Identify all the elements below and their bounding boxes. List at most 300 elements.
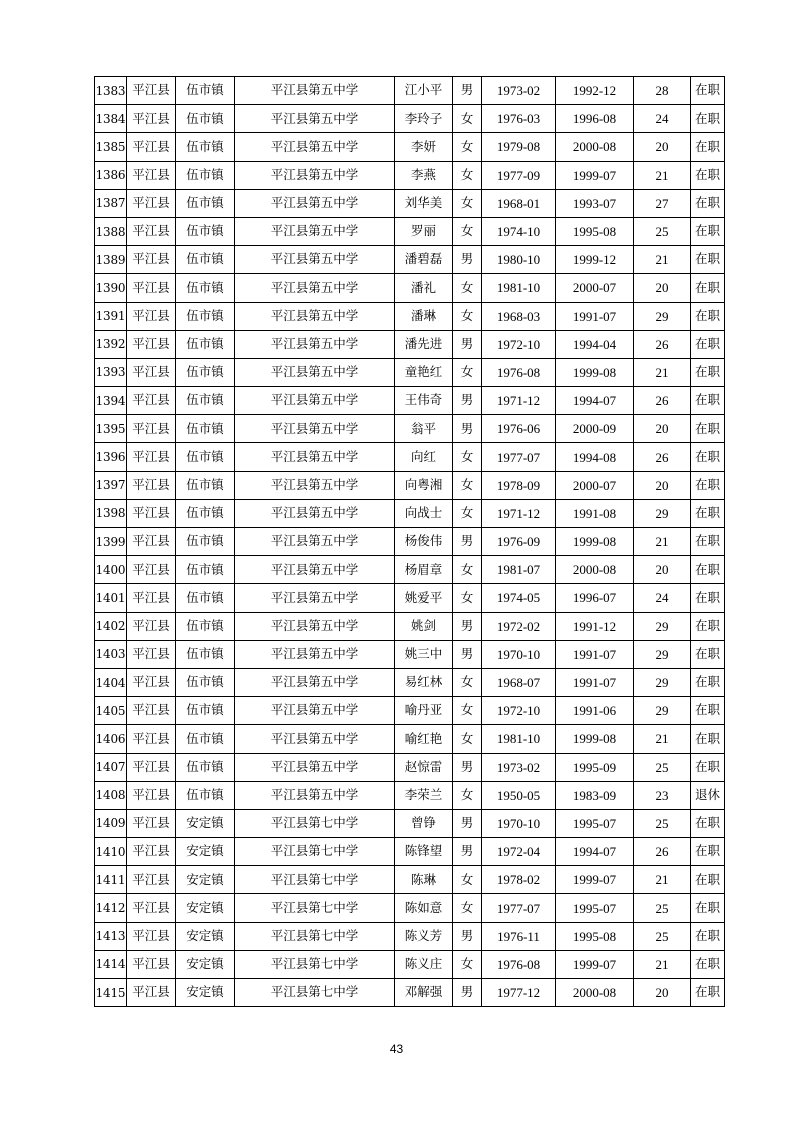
start-date-cell: 1992-12: [556, 77, 634, 105]
years-of-service-cell: 20: [634, 471, 691, 499]
table-row: [95, 387, 725, 415]
start-date-cell: 1995-09: [556, 753, 634, 781]
table-row: [95, 161, 725, 189]
teacher-name-cell: 姚三中: [395, 640, 453, 668]
gender-cell: 女: [453, 781, 482, 809]
school-cell: 平江县第七中学: [235, 979, 395, 1007]
gender-cell: 男: [453, 528, 482, 556]
start-date-cell: 2000-08: [556, 979, 634, 1007]
town-cell: 伍市镇: [176, 217, 235, 245]
table-row: [95, 471, 725, 499]
teacher-name-cell: 潘先进: [395, 330, 453, 358]
county-cell: 平江县: [127, 668, 176, 696]
gender-cell: 女: [453, 697, 482, 725]
school-cell: 平江县第七中学: [235, 922, 395, 950]
start-date-cell: 1999-08: [556, 528, 634, 556]
teacher-name-cell: 喻红艳: [395, 725, 453, 753]
birth-date-cell: 1970-10: [482, 809, 556, 837]
status-cell: 在职: [691, 697, 725, 725]
school-cell: 平江县第五中学: [235, 668, 395, 696]
status-cell: 在职: [691, 217, 725, 245]
school-cell: 平江县第五中学: [235, 302, 395, 330]
gender-cell: 女: [453, 556, 482, 584]
county-cell: 平江县: [127, 499, 176, 527]
status-cell: 在职: [691, 443, 725, 471]
birth-date-cell: 1968-03: [482, 302, 556, 330]
years-of-service-cell: 20: [634, 979, 691, 1007]
years-of-service-cell: 29: [634, 612, 691, 640]
town-cell: 安定镇: [176, 922, 235, 950]
status-cell: 在职: [691, 979, 725, 1007]
record-id-cell: 1395: [95, 415, 127, 443]
status-cell: 在职: [691, 133, 725, 161]
birth-date-cell: 1980-10: [482, 246, 556, 274]
birth-date-cell: 1971-12: [482, 499, 556, 527]
teacher-name-cell: 杨俊伟: [395, 528, 453, 556]
record-id-cell: 1390: [95, 274, 127, 302]
school-cell: 平江县第五中学: [235, 415, 395, 443]
town-cell: 伍市镇: [176, 753, 235, 781]
county-cell: 平江县: [127, 809, 176, 837]
years-of-service-cell: 21: [634, 725, 691, 753]
county-cell: 平江县: [127, 866, 176, 894]
county-cell: 平江县: [127, 105, 176, 133]
county-cell: 平江县: [127, 217, 176, 245]
table-row: [95, 950, 725, 978]
teacher-name-cell: 向战士: [395, 499, 453, 527]
years-of-service-cell: 25: [634, 894, 691, 922]
table-row: [95, 668, 725, 696]
town-cell: 伍市镇: [176, 612, 235, 640]
record-id-cell: 1392: [95, 330, 127, 358]
table-row: [95, 866, 725, 894]
years-of-service-cell: 20: [634, 133, 691, 161]
school-cell: 平江县第五中学: [235, 77, 395, 105]
table-row: [95, 584, 725, 612]
status-cell: 退休: [691, 781, 725, 809]
gender-cell: 男: [453, 922, 482, 950]
county-cell: 平江县: [127, 640, 176, 668]
record-id-cell: 1414: [95, 950, 127, 978]
start-date-cell: 1999-12: [556, 246, 634, 274]
record-id-cell: 1393: [95, 358, 127, 386]
status-cell: 在职: [691, 387, 725, 415]
gender-cell: 男: [453, 330, 482, 358]
start-date-cell: 1994-07: [556, 838, 634, 866]
gender-cell: 女: [453, 950, 482, 978]
record-id-cell: 1412: [95, 894, 127, 922]
record-id-cell: 1407: [95, 753, 127, 781]
county-cell: 平江县: [127, 950, 176, 978]
teacher-name-cell: 罗丽: [395, 217, 453, 245]
county-cell: 平江县: [127, 838, 176, 866]
teacher-name-cell: 喻丹亚: [395, 697, 453, 725]
birth-date-cell: 1974-10: [482, 217, 556, 245]
county-cell: 平江县: [127, 556, 176, 584]
gender-cell: 男: [453, 753, 482, 781]
record-id-cell: 1406: [95, 725, 127, 753]
gender-cell: 女: [453, 274, 482, 302]
birth-date-cell: 1977-07: [482, 894, 556, 922]
teacher-name-cell: 姚剑: [395, 612, 453, 640]
birth-date-cell: 1976-11: [482, 922, 556, 950]
start-date-cell: 2000-08: [556, 133, 634, 161]
table-row: [95, 443, 725, 471]
start-date-cell: 1991-07: [556, 668, 634, 696]
status-cell: 在职: [691, 471, 725, 499]
start-date-cell: 1991-06: [556, 697, 634, 725]
town-cell: 伍市镇: [176, 528, 235, 556]
gender-cell: 女: [453, 866, 482, 894]
gender-cell: 女: [453, 725, 482, 753]
status-cell: 在职: [691, 528, 725, 556]
county-cell: 平江县: [127, 979, 176, 1007]
years-of-service-cell: 21: [634, 246, 691, 274]
years-of-service-cell: 21: [634, 358, 691, 386]
status-cell: 在职: [691, 584, 725, 612]
table-row: [95, 274, 725, 302]
birth-date-cell: 1972-02: [482, 612, 556, 640]
birth-date-cell: 1974-05: [482, 584, 556, 612]
birth-date-cell: 1968-01: [482, 189, 556, 217]
town-cell: 伍市镇: [176, 302, 235, 330]
start-date-cell: 1991-07: [556, 640, 634, 668]
table-row: [95, 838, 725, 866]
teacher-name-cell: 陈锋望: [395, 838, 453, 866]
years-of-service-cell: 27: [634, 189, 691, 217]
status-cell: 在职: [691, 640, 725, 668]
record-id-cell: 1401: [95, 584, 127, 612]
record-id-cell: 1388: [95, 217, 127, 245]
years-of-service-cell: 28: [634, 77, 691, 105]
county-cell: 平江县: [127, 274, 176, 302]
gender-cell: 男: [453, 387, 482, 415]
start-date-cell: 2000-07: [556, 471, 634, 499]
status-cell: 在职: [691, 556, 725, 584]
town-cell: 伍市镇: [176, 358, 235, 386]
teacher-name-cell: 潘礼: [395, 274, 453, 302]
status-cell: 在职: [691, 668, 725, 696]
teacher-name-cell: 刘华美: [395, 189, 453, 217]
years-of-service-cell: 21: [634, 950, 691, 978]
town-cell: 安定镇: [176, 866, 235, 894]
years-of-service-cell: 25: [634, 809, 691, 837]
county-cell: 平江县: [127, 443, 176, 471]
county-cell: 平江县: [127, 415, 176, 443]
years-of-service-cell: 29: [634, 668, 691, 696]
teacher-name-cell: 向红: [395, 443, 453, 471]
gender-cell: 男: [453, 612, 482, 640]
gender-cell: 女: [453, 161, 482, 189]
county-cell: 平江县: [127, 189, 176, 217]
gender-cell: 女: [453, 499, 482, 527]
birth-date-cell: 1971-12: [482, 387, 556, 415]
school-cell: 平江县第五中学: [235, 612, 395, 640]
table-row: [95, 979, 725, 1007]
county-cell: 平江县: [127, 612, 176, 640]
table-row: [95, 302, 725, 330]
start-date-cell: 1993-07: [556, 189, 634, 217]
record-id-cell: 1391: [95, 302, 127, 330]
town-cell: 安定镇: [176, 894, 235, 922]
town-cell: 伍市镇: [176, 77, 235, 105]
table-row: [95, 415, 725, 443]
table-row: [95, 217, 725, 245]
record-table: [94, 76, 725, 1007]
gender-cell: 女: [453, 105, 482, 133]
town-cell: 伍市镇: [176, 725, 235, 753]
teacher-name-cell: 李玲子: [395, 105, 453, 133]
town-cell: 安定镇: [176, 950, 235, 978]
town-cell: 伍市镇: [176, 471, 235, 499]
gender-cell: 女: [453, 584, 482, 612]
school-cell: 平江县第五中学: [235, 556, 395, 584]
birth-date-cell: 1976-09: [482, 528, 556, 556]
gender-cell: 男: [453, 809, 482, 837]
start-date-cell: 2000-07: [556, 274, 634, 302]
school-cell: 平江县第七中学: [235, 866, 395, 894]
gender-cell: 女: [453, 302, 482, 330]
record-id-cell: 1384: [95, 105, 127, 133]
school-cell: 平江县第五中学: [235, 640, 395, 668]
county-cell: 平江县: [127, 358, 176, 386]
town-cell: 伍市镇: [176, 415, 235, 443]
years-of-service-cell: 24: [634, 584, 691, 612]
teacher-name-cell: 李妍: [395, 133, 453, 161]
table-row: [95, 809, 725, 837]
birth-date-cell: 1979-08: [482, 133, 556, 161]
years-of-service-cell: 20: [634, 415, 691, 443]
status-cell: 在职: [691, 894, 725, 922]
town-cell: 伍市镇: [176, 274, 235, 302]
status-cell: 在职: [691, 189, 725, 217]
years-of-service-cell: 26: [634, 443, 691, 471]
gender-cell: 女: [453, 217, 482, 245]
gender-cell: 女: [453, 894, 482, 922]
years-of-service-cell: 25: [634, 217, 691, 245]
table-row: [95, 105, 725, 133]
school-cell: 平江县第五中学: [235, 105, 395, 133]
years-of-service-cell: 20: [634, 274, 691, 302]
gender-cell: 女: [453, 189, 482, 217]
school-cell: 平江县第五中学: [235, 753, 395, 781]
record-id-cell: 1415: [95, 979, 127, 1007]
county-cell: 平江县: [127, 302, 176, 330]
school-cell: 平江县第五中学: [235, 387, 395, 415]
years-of-service-cell: 25: [634, 753, 691, 781]
birth-date-cell: 1976-08: [482, 358, 556, 386]
county-cell: 平江县: [127, 246, 176, 274]
gender-cell: 女: [453, 358, 482, 386]
school-cell: 平江县第五中学: [235, 471, 395, 499]
teacher-name-cell: 陈义庄: [395, 950, 453, 978]
table-row: [95, 612, 725, 640]
birth-date-cell: 1976-06: [482, 415, 556, 443]
start-date-cell: 2000-09: [556, 415, 634, 443]
years-of-service-cell: 21: [634, 528, 691, 556]
table-row: [95, 358, 725, 386]
status-cell: 在职: [691, 866, 725, 894]
teacher-name-cell: 翁平: [395, 415, 453, 443]
birth-date-cell: 1950-05: [482, 781, 556, 809]
record-id-cell: 1409: [95, 809, 127, 837]
town-cell: 伍市镇: [176, 133, 235, 161]
years-of-service-cell: 29: [634, 640, 691, 668]
years-of-service-cell: 24: [634, 105, 691, 133]
school-cell: 平江县第五中学: [235, 246, 395, 274]
start-date-cell: 1983-09: [556, 781, 634, 809]
county-cell: 平江县: [127, 471, 176, 499]
status-cell: 在职: [691, 330, 725, 358]
table-row: [95, 894, 725, 922]
town-cell: 伍市镇: [176, 668, 235, 696]
teacher-name-cell: 易红林: [395, 668, 453, 696]
start-date-cell: 1996-08: [556, 105, 634, 133]
record-id-cell: 1397: [95, 471, 127, 499]
school-cell: 平江县第五中学: [235, 584, 395, 612]
record-id-cell: 1385: [95, 133, 127, 161]
teacher-name-cell: 曾铮: [395, 809, 453, 837]
years-of-service-cell: 29: [634, 302, 691, 330]
years-of-service-cell: 26: [634, 330, 691, 358]
school-cell: 平江县第五中学: [235, 274, 395, 302]
county-cell: 平江县: [127, 781, 176, 809]
birth-date-cell: 1972-04: [482, 838, 556, 866]
county-cell: 平江县: [127, 922, 176, 950]
table-row: [95, 697, 725, 725]
teacher-name-cell: 陈如意: [395, 894, 453, 922]
county-cell: 平江县: [127, 894, 176, 922]
gender-cell: 男: [453, 979, 482, 1007]
table-row: [95, 922, 725, 950]
birth-date-cell: 1977-07: [482, 443, 556, 471]
school-cell: 平江县第五中学: [235, 528, 395, 556]
status-cell: 在职: [691, 77, 725, 105]
gender-cell: 女: [453, 443, 482, 471]
gender-cell: 男: [453, 838, 482, 866]
county-cell: 平江县: [127, 387, 176, 415]
gender-cell: 男: [453, 415, 482, 443]
birth-date-cell: 1981-07: [482, 556, 556, 584]
start-date-cell: 1999-08: [556, 358, 634, 386]
start-date-cell: 1999-07: [556, 866, 634, 894]
status-cell: 在职: [691, 753, 725, 781]
teacher-name-cell: 向粤湘: [395, 471, 453, 499]
years-of-service-cell: 20: [634, 556, 691, 584]
years-of-service-cell: 21: [634, 161, 691, 189]
birth-date-cell: 1970-10: [482, 640, 556, 668]
school-cell: 平江县第五中学: [235, 499, 395, 527]
school-cell: 平江县第五中学: [235, 697, 395, 725]
town-cell: 伍市镇: [176, 189, 235, 217]
birth-date-cell: 1978-02: [482, 866, 556, 894]
teacher-name-cell: 陈琳: [395, 866, 453, 894]
table-row: [95, 781, 725, 809]
start-date-cell: 1995-07: [556, 809, 634, 837]
town-cell: 伍市镇: [176, 161, 235, 189]
table-row: [95, 330, 725, 358]
birth-date-cell: 1976-08: [482, 950, 556, 978]
record-id-cell: 1386: [95, 161, 127, 189]
town-cell: 伍市镇: [176, 330, 235, 358]
start-date-cell: 1991-08: [556, 499, 634, 527]
status-cell: 在职: [691, 809, 725, 837]
record-id-cell: 1408: [95, 781, 127, 809]
table-row: [95, 556, 725, 584]
school-cell: 平江县第五中学: [235, 217, 395, 245]
start-date-cell: 1999-08: [556, 725, 634, 753]
record-id-cell: 1413: [95, 922, 127, 950]
town-cell: 伍市镇: [176, 443, 235, 471]
years-of-service-cell: 21: [634, 866, 691, 894]
gender-cell: 男: [453, 77, 482, 105]
school-cell: 平江县第七中学: [235, 809, 395, 837]
birth-date-cell: 1972-10: [482, 330, 556, 358]
town-cell: 伍市镇: [176, 697, 235, 725]
start-date-cell: 1994-07: [556, 387, 634, 415]
record-id-cell: 1398: [95, 499, 127, 527]
gender-cell: 女: [453, 133, 482, 161]
county-cell: 平江县: [127, 528, 176, 556]
gender-cell: 男: [453, 640, 482, 668]
start-date-cell: 1995-07: [556, 894, 634, 922]
birth-date-cell: 1981-10: [482, 725, 556, 753]
page-number: 43: [389, 1042, 404, 1056]
birth-date-cell: 1977-12: [482, 979, 556, 1007]
teacher-name-cell: 杨眉章: [395, 556, 453, 584]
record-id-cell: 1404: [95, 668, 127, 696]
record-id-cell: 1389: [95, 246, 127, 274]
years-of-service-cell: 29: [634, 499, 691, 527]
teacher-name-cell: 姚爱平: [395, 584, 453, 612]
record-rows: [95, 77, 725, 1007]
birth-date-cell: 1973-02: [482, 753, 556, 781]
birth-date-cell: 1973-02: [482, 77, 556, 105]
county-cell: 平江县: [127, 584, 176, 612]
birth-date-cell: 1977-09: [482, 161, 556, 189]
record-id-cell: 1399: [95, 528, 127, 556]
teacher-name-cell: 陈义芳: [395, 922, 453, 950]
gender-cell: 男: [453, 246, 482, 274]
start-date-cell: 1999-07: [556, 950, 634, 978]
record-id-cell: 1394: [95, 387, 127, 415]
town-cell: 安定镇: [176, 838, 235, 866]
county-cell: 平江县: [127, 133, 176, 161]
teacher-name-cell: 李燕: [395, 161, 453, 189]
birth-date-cell: 1978-09: [482, 471, 556, 499]
years-of-service-cell: 26: [634, 838, 691, 866]
years-of-service-cell: 29: [634, 697, 691, 725]
start-date-cell: 2000-08: [556, 556, 634, 584]
record-id-cell: 1411: [95, 866, 127, 894]
start-date-cell: 1999-07: [556, 161, 634, 189]
teacher-name-cell: 潘琳: [395, 302, 453, 330]
county-cell: 平江县: [127, 77, 176, 105]
record-id-cell: 1405: [95, 697, 127, 725]
birth-date-cell: 1981-10: [482, 274, 556, 302]
start-date-cell: 1994-04: [556, 330, 634, 358]
town-cell: 伍市镇: [176, 781, 235, 809]
status-cell: 在职: [691, 274, 725, 302]
start-date-cell: 1991-12: [556, 612, 634, 640]
table-row: [95, 753, 725, 781]
status-cell: 在职: [691, 302, 725, 330]
years-of-service-cell: 25: [634, 922, 691, 950]
teacher-name-cell: 邓解强: [395, 979, 453, 1007]
record-id-cell: 1383: [95, 77, 127, 105]
school-cell: 平江县第七中学: [235, 894, 395, 922]
town-cell: 伍市镇: [176, 584, 235, 612]
